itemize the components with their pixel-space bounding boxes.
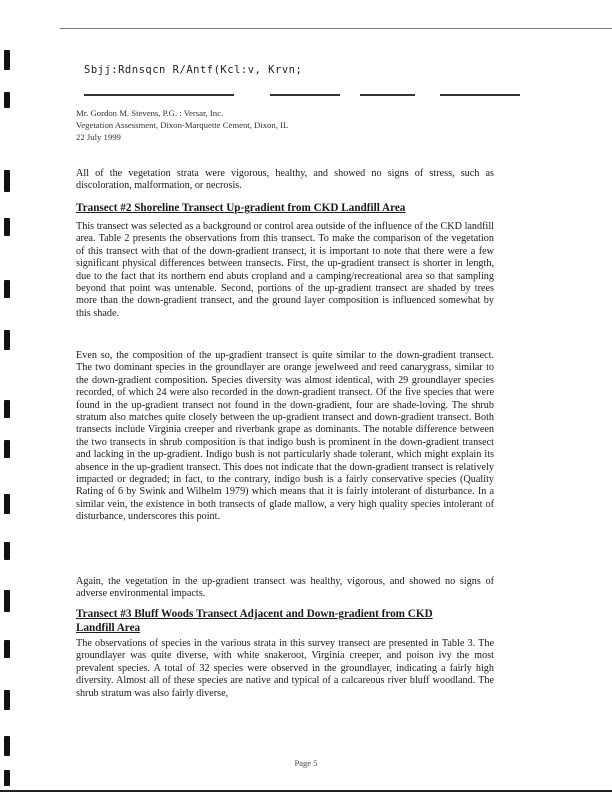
punch-mark: [4, 170, 10, 192]
page-number: Page 5: [294, 758, 318, 768]
punch-mark: [4, 280, 10, 298]
paragraph: Even so, the composition of the up-gradient transect is quite similar to the down-gradient transect. The two dominant species in the groundlayer are orange jewelweed and reed canarygrass, similar to the down-gradient composition. Species diversity was almost identical, with 29 groundlayer species recorded, of which 24 were also recorded in the down-gradient transect. Of the five species that were found in the up-gradient transect not found in the down-gradient, four are shade-loving. The shrub stratum also matches quite closely between the up-gradient transect and down-gradient transect. Both transects include Virginia creeper and riverbank grape as dominants. The notable difference between the two transects in shrub composition is that indigo bush is prominent in the down-gradient transect and lacking in the up-gradient. Indigo bush is not particularly shade tolerant, which might explain its absence in the up-gradient transect. This does not indicate that the down-gradient transect is relatively impacted or degraded; in fact, to the contrary, indigo bush is a fairly conservative species (Quality Rating of 6 by Swink and Wilhelm 1979) which means that it is fairly intolerant of disturbance. In a similar vein, the existence in both transects of glade mallow, a very high quality species intolerant of disturbance, underscores this point.: [76, 350, 494, 523]
section-heading: Transect #2 Shoreline Transect Up-gradient from CKD Landfill Area: [76, 202, 406, 214]
punch-mark: [4, 542, 10, 560]
garbled-fax-header: Sbjj:Rdnsqcn R/Antf(Kcl:v, Krvn;: [84, 64, 303, 76]
header-rule: [360, 94, 415, 96]
punch-mark: [4, 736, 10, 756]
punch-mark: [4, 218, 10, 236]
header-rule: [440, 94, 520, 96]
header-rule: [84, 94, 234, 96]
header-rule: [270, 94, 340, 96]
punch-mark: [4, 440, 10, 458]
punch-mark: [4, 640, 10, 658]
date: 22 July 1999: [76, 131, 121, 142]
punch-mark: [4, 590, 10, 612]
punch-mark: [4, 690, 10, 710]
section-heading: Transect #3 Bluff Woods Transect Adjacent and Down-gradient from CKD Landfill Area: [76, 608, 433, 634]
paragraph: All of the vegetation strata were vigorous, healthy, and showed no signs of stress, such as discoloration, malformation, or necrosis.: [76, 168, 494, 192]
punch-mark: [4, 770, 10, 786]
paragraph: This transect was selected as a background or control area outside of the influence of the CKD landfill area. Table 2 presents the observations from this transect. To make the comparison of the vegetation of this transect with that of the down-gradient transect, it is important to note that there were a few significant physical differences between transects. First, the up-gradient transect is shorter in length, due to the fact that its northern end abuts cropland and a camping/recreational area so that sampling beyond that point was untenable. Second, portions of the up-gradient transect are shaded by trees more than the down-gradient transect, and the ground layer composition is influenced somewhat by this shade.: [76, 221, 494, 319]
punch-mark: [4, 92, 10, 108]
recipient: Mr. Gordon M. Stevens, P.G. : Versar, Inc.: [76, 108, 224, 118]
letter-header: [76, 108, 288, 143]
subject-line: Vegetation Assessment, Dixon-Marquette Cement, Dixon, IL: [76, 119, 289, 130]
top-rule: [60, 28, 612, 29]
bottom-rule: [0, 790, 612, 792]
punch-mark: [4, 494, 10, 514]
paragraph: Again, the vegetation in the up-gradient transect was healthy, vigorous, and showed no signs of adverse environmental impacts.: [76, 576, 494, 600]
paragraph: The observations of species in the various strata in this survey transect are presented in Table 3. The groundlayer was quite diverse, with white snakeroot, Virginia creeper, and poison ivy the most prevalent species. A total of 32 species were observed in the groundlayer, indicating a fairly high diversity. Almost all of these species are native and typical of a calcareous river bluff woodland. The shrub stratum was also fairly diverse,: [76, 638, 494, 699]
punch-mark: [4, 330, 10, 350]
punch-mark: [4, 50, 10, 70]
punch-mark: [4, 400, 10, 418]
